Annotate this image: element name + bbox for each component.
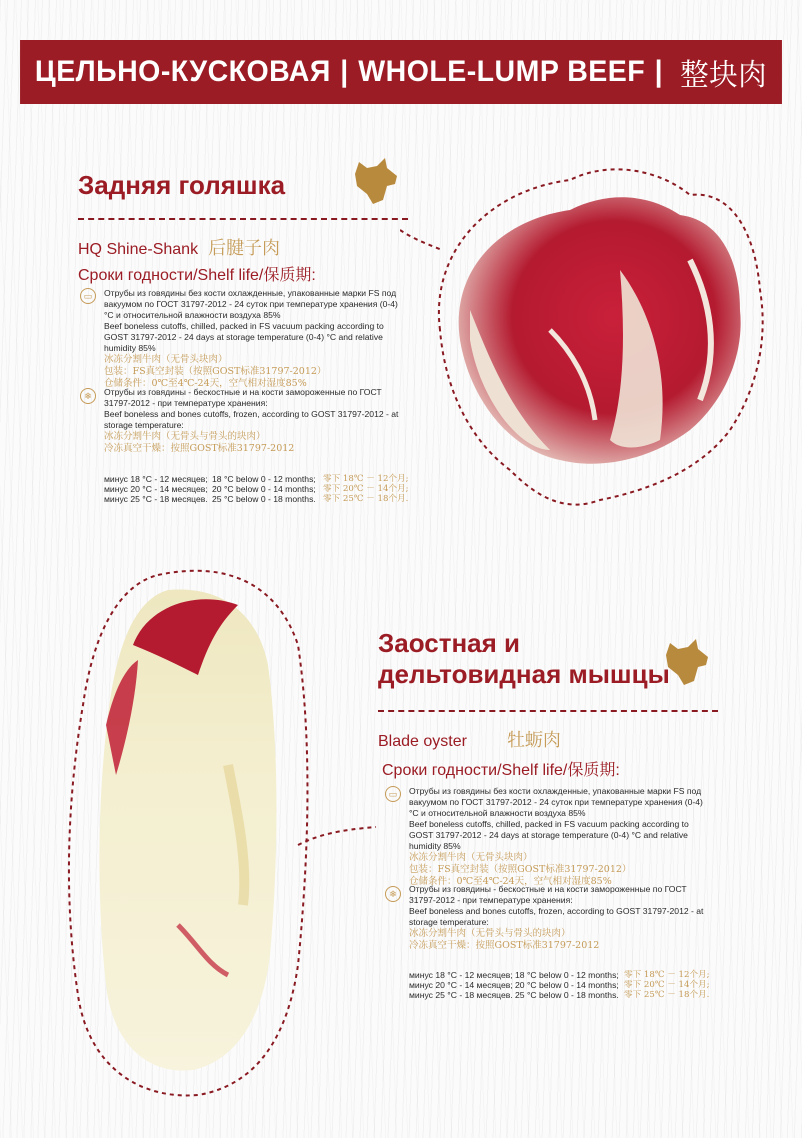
shank-meat-image [400,150,802,570]
product1-terms-en [212,474,316,504]
frozen-zh-2: 冷冻真空干燥：按照GOST标准31797-2012 [409,940,600,951]
term-row: минус 20 °С - 14 месяцев; [104,484,208,494]
term-row: минус 18 °С - 12 месяцев; [409,970,513,980]
refrigerator-icon: ▭ [80,288,96,304]
snowflake-icon: ❄ [385,886,401,902]
term-row: 20 °C below 0 - 14 months; [212,484,316,494]
banner-separator: | [654,55,664,88]
product1-title: Задняя голяшка [78,170,286,200]
term-row: 零下 18℃ － 12个月; [624,970,710,980]
frozen-ru: Отрубы из говядины - бескостные и на кости замороженные по ГОСТ 31797-2012 - при температуре хранения: [104,387,382,408]
snowflake-icon: ❄ [80,388,96,404]
frozen-zh-1: 冰冻分割牛肉（无骨头与骨头的块肉） [409,928,571,939]
blade-oyster-meat-image [58,565,378,1100]
product1-name-en: HQ Shine-Shank [78,241,199,258]
page-banner [20,40,782,104]
product2-name [378,726,561,752]
banner-en: WHOLE-LUMP BEEF [358,55,646,88]
chilled-ru: Отрубы из говядины без кости охлажденные, упакованные марки FS под вакуумом по ГОСТ 31797-2012 - 24 суток при температуре хранения (0-4) °С и относительной влажности воздуха 85% [409,786,703,818]
term-row: 零下 20℃ － 14个月; [624,980,710,990]
divider-line [78,218,408,220]
term-row: 零下 18℃ － 12个月; [323,474,409,484]
product2-terms-zh [624,970,710,1000]
frozen-en: Beef boneless and bones cutoffs, frozen, according to GOST 31797-2012 - at storage temperature: [104,409,399,430]
frozen-ru: Отрубы из говядины - бескостные и на кости замороженные по ГОСТ 31797-2012 - при температуре хранения: [409,884,687,905]
chilled-zh-1: 冰冻分割牛肉（无骨头块肉） [104,354,228,365]
product2-name-zh: 牡蛎肉 [506,730,561,751]
term-row: минус 20 °С - 14 месяцев; [409,980,513,990]
product2-frozen-text [409,884,714,952]
banner-ru: ЦЕЛЬНО-КУСКОВАЯ [34,55,331,88]
product1-frozen-text [104,387,409,455]
product2-shelf-label: Сроки годности/Shelf life/保质期: [382,762,620,779]
chilled-en: Beef boneless cutoffs, chilled, packed in FS vacuum packing according to GOST 31797-2012 - 24 days at storage temperature (0-4) °C and relative humidity 85% [409,819,689,851]
frozen-zh-2: 冷冻真空干燥：按照GOST标准31797-2012 [104,443,295,454]
term-row: минус 25 °С - 18 месяцев. [409,990,513,1000]
term-row: 零下 25℃ － 18个月. [323,494,409,504]
product2-title-line1: Заостная и [378,628,521,658]
product1-name-zh: 后腱子肉 [208,238,281,259]
product2-name-en: Blade oyster [378,733,467,750]
term-row: 零下 25℃ － 18个月. [624,990,710,1000]
frozen-zh-1: 冰冻分割牛肉（无骨头与骨头的块肉） [104,431,266,442]
term-row: 20 °C below 0 - 14 months; [515,980,619,990]
cow-head-icon [664,637,720,689]
term-row: 18 °C below 0 - 12 months; [515,970,619,980]
product2-terms-ru [409,970,513,1000]
chilled-en: Beef boneless cutoffs, chilled, packed in FS vacuum packing according to GOST 31797-2012 - 24 days at storage temperature (0-4) °C and relative humidity 85% [104,321,384,353]
term-row: 18 °C below 0 - 12 months; [212,474,316,484]
chilled-zh-2: 包装：FS真空封装（按照GOST标准31797-2012） [409,864,632,875]
product1-terms-ru [104,474,208,504]
chilled-zh-1: 冰冻分割牛肉（无骨头块肉） [409,852,533,863]
term-row: минус 18 °С - 12 месяцев; [104,474,208,484]
product1-name [78,234,280,260]
product1-terms-zh [323,474,409,504]
chilled-zh-2: 包装：FS真空封装（按照GOST标准31797-2012） [104,366,327,377]
product2-title [378,628,670,690]
product2-chilled-text [409,786,714,888]
term-row: минус 25 °С - 18 месяцев. [104,494,208,504]
product1-shelf-label: Сроки годности/Shelf life/保质期: [78,267,316,284]
chilled-zh-3: 仓储条件：0℃至4℃-24天，空气相对湿度85% [104,378,307,389]
term-row: 25 °C below 0 - 18 months. [212,494,316,504]
product2-terms-en [515,970,619,1000]
product1-chilled-text [104,288,409,390]
term-row: 25 °C below 0 - 18 months. [515,990,619,1000]
frozen-en: Beef boneless and bones cutoffs, frozen, according to GOST 31797-2012 - at storage temperature: [409,906,704,927]
product2-title-line2: дельтовидная мышцы [378,659,670,689]
chilled-ru: Отрубы из говядины без кости охлажденные, упакованные марки FS под вакуумом по ГОСТ 31797-2012 - 24 суток при температуре хранения (0-4) °С и относительной влажности воздуха 85% [104,288,398,320]
refrigerator-icon: ▭ [385,786,401,802]
banner-zh: 整块肉 [680,58,768,93]
term-row: 零下 20℃ － 14个月; [323,484,409,494]
banner-separator: | [340,55,349,88]
divider-line [378,710,718,712]
chilled-zh-3: 仓储条件：0℃至4℃-24天，空气相对湿度85% [409,876,612,887]
